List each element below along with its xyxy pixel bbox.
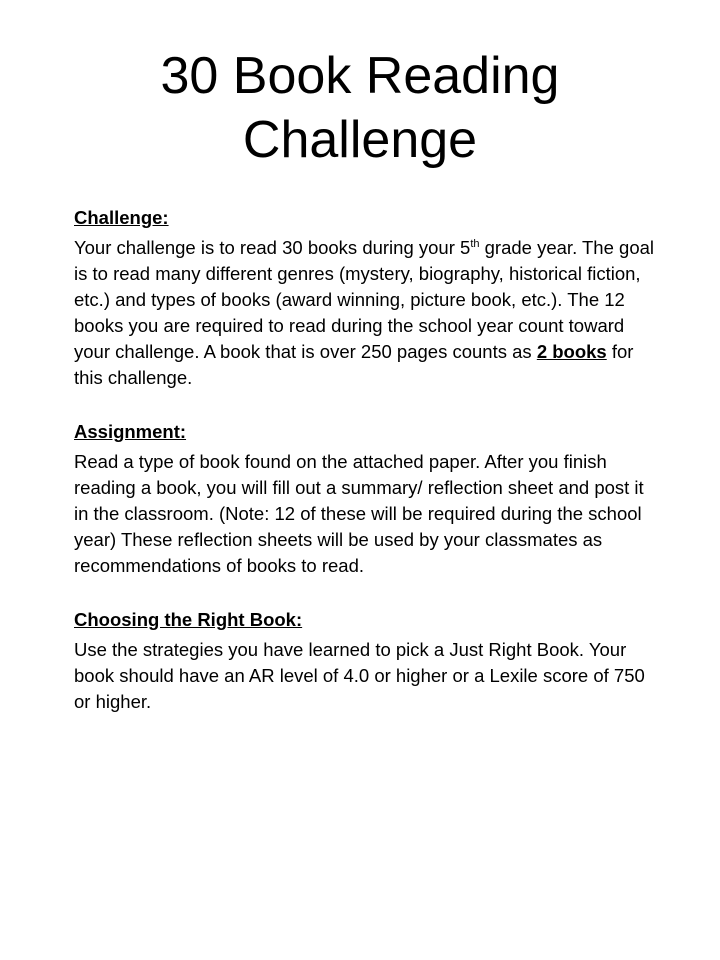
choosing-section: [74, 607, 654, 715]
assignment-heading: Assignment:: [74, 421, 187, 442]
title-line-2: Challenge: [242, 111, 478, 169]
challenge-text: [74, 235, 654, 391]
title-line-1: 30 Book Reading: [160, 47, 560, 105]
challenge-text-start: Your challenge is to read 30 books during your 5: [74, 237, 471, 258]
choosing-text: Use the strategies you have learned to pick a Just Right Book. Your book should have an AR level of 4.0 or higher or a Lexile score of 750 or higher.: [74, 639, 645, 712]
ordinal-suffix: th: [470, 237, 480, 250]
challenge-text-end: for this challenge.: [74, 341, 634, 388]
two-books-emphasis: 2 books: [536, 341, 607, 362]
page-title: [0, 44, 720, 172]
challenge-section: [74, 205, 654, 391]
choosing-heading: Choosing the Right Book:: [74, 609, 303, 630]
content-body: [74, 205, 654, 743]
assignment-section: [74, 419, 654, 579]
assignment-text: Read a type of book found on the attached paper. After you finish reading a book, you will fill out a summary/ reflection sheet and post it in the classroom. (Note: 12 of these will be required during the school year) These reflection sheets will be used by your classmates as recommendations of books to read.: [74, 451, 644, 576]
challenge-text-middle: grade year. The goal is to read many different genres (mystery, biography, historical fiction, etc.) and types of books (award winning, picture book, etc.). The 12 books you are required to read during the school year count toward your challenge. A book that is over 250 pages counts as: [74, 237, 655, 362]
challenge-heading: Challenge:: [74, 207, 169, 228]
